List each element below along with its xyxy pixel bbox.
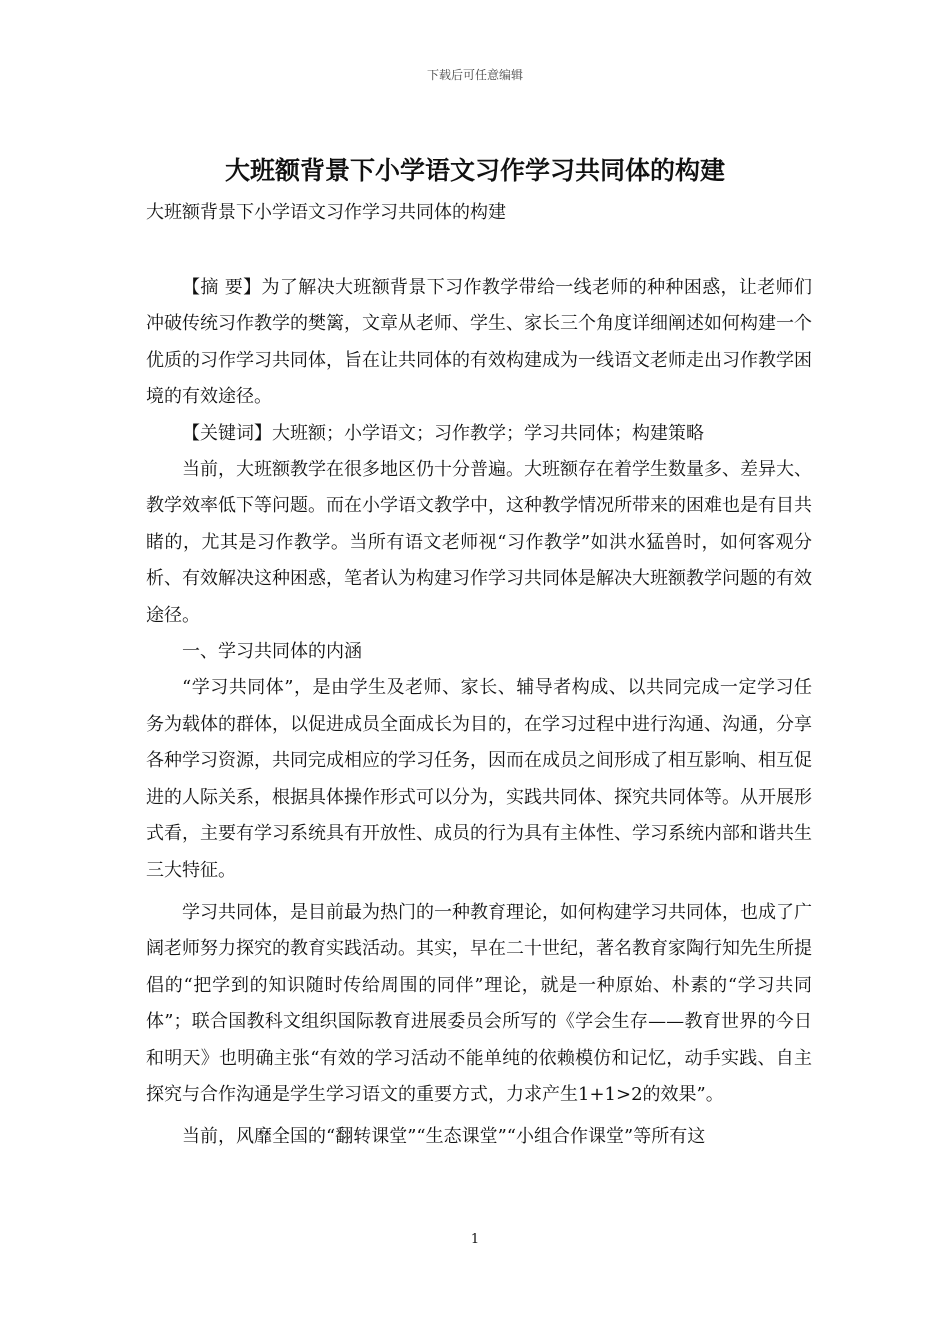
section-heading: 一、学习共同体的内涵 — [182, 641, 362, 663]
document-body — [146, 270, 812, 1156]
body-paragraph: 学习共同体，是目前最为热门的一种教育理论，如何构建学习共同体，也成了广阔老师努力探究的教育实践活动。其实，早在二十世纪，著名教育家陶行知先生所提倡的“把学到的知识随时传给周围的同伴”理论，就是一种原始、朴素的“学习共同体”；联合国教科文组织国际教育进展委员会所写的《学会生存——教育世界的今日和明天》也明确主张“有效的学习活动不能单纯的依赖模仿和记忆，动手实践、自主探究与合作沟通是学生学习语文的重要方式，力求产生1+1>2的效果”。 — [146, 901, 812, 1105]
keywords-paragraph: 【关键词】大班额；小学语文；习作教学；学习共同体；构建策略 — [182, 422, 704, 444]
document-subtitle: 大班额背景下小学语文习作学习共同体的构建 — [146, 202, 506, 223]
page-header-note: 下载后可任意编辑 — [426, 68, 523, 82]
body-paragraph: 当前，大班额教学在很多地区仍十分普遍。大班额存在着学生数量多、差异大、教学效率低下等问题。而在小学语文教学中，这种教学情况所带来的困难也是有目共睹的，尤其是习作教学。当所有语文老师视“习作教学”如洪水猛兽时，如何客观分析、有效解决这种困惑，笔者认为构建习作学习共同体是解决大班额教学问题的有效途径。 — [146, 459, 812, 626]
body-paragraph: “学习共同体”，是由学生及老师、家长、辅导者构成、以共同完成一定学习任务为载体的群体，以促进成员全面成长为目的，在学习过程中进行沟通、沟通，分享各种学习资源，共同完成相应的学习任务，因而在成员之间形成了相互影响、相互促进的人际关系，根据具体操作形式可以分为，实践共同体、探究共同体等。从开展形式看，主要有学习系统具有开放性、成员的行为具有主体性、学习系统内部和谐共生三大特征。 — [146, 677, 812, 881]
document-title: 大班额背景下小学语文习作学习共同体的构建 — [224, 156, 725, 185]
page-number: 1 — [470, 1232, 480, 1247]
abstract-paragraph: 【摘 要】为了解决大班额背景下习作教学带给一线老师的种种困惑，让老师们冲破传统习作教学的樊篱，文章从老师、学生、家长三个角度详细阐述如何构建一个优质的习作学习共同体，旨在让共同体的有效构建成为一线语文老师走出习作教学困境的有效途径。 — [146, 277, 812, 408]
body-paragraph: 当前，风靡全国的“翻转课堂”“生态课堂”“小组合作课堂”等所有这 — [182, 1126, 706, 1148]
